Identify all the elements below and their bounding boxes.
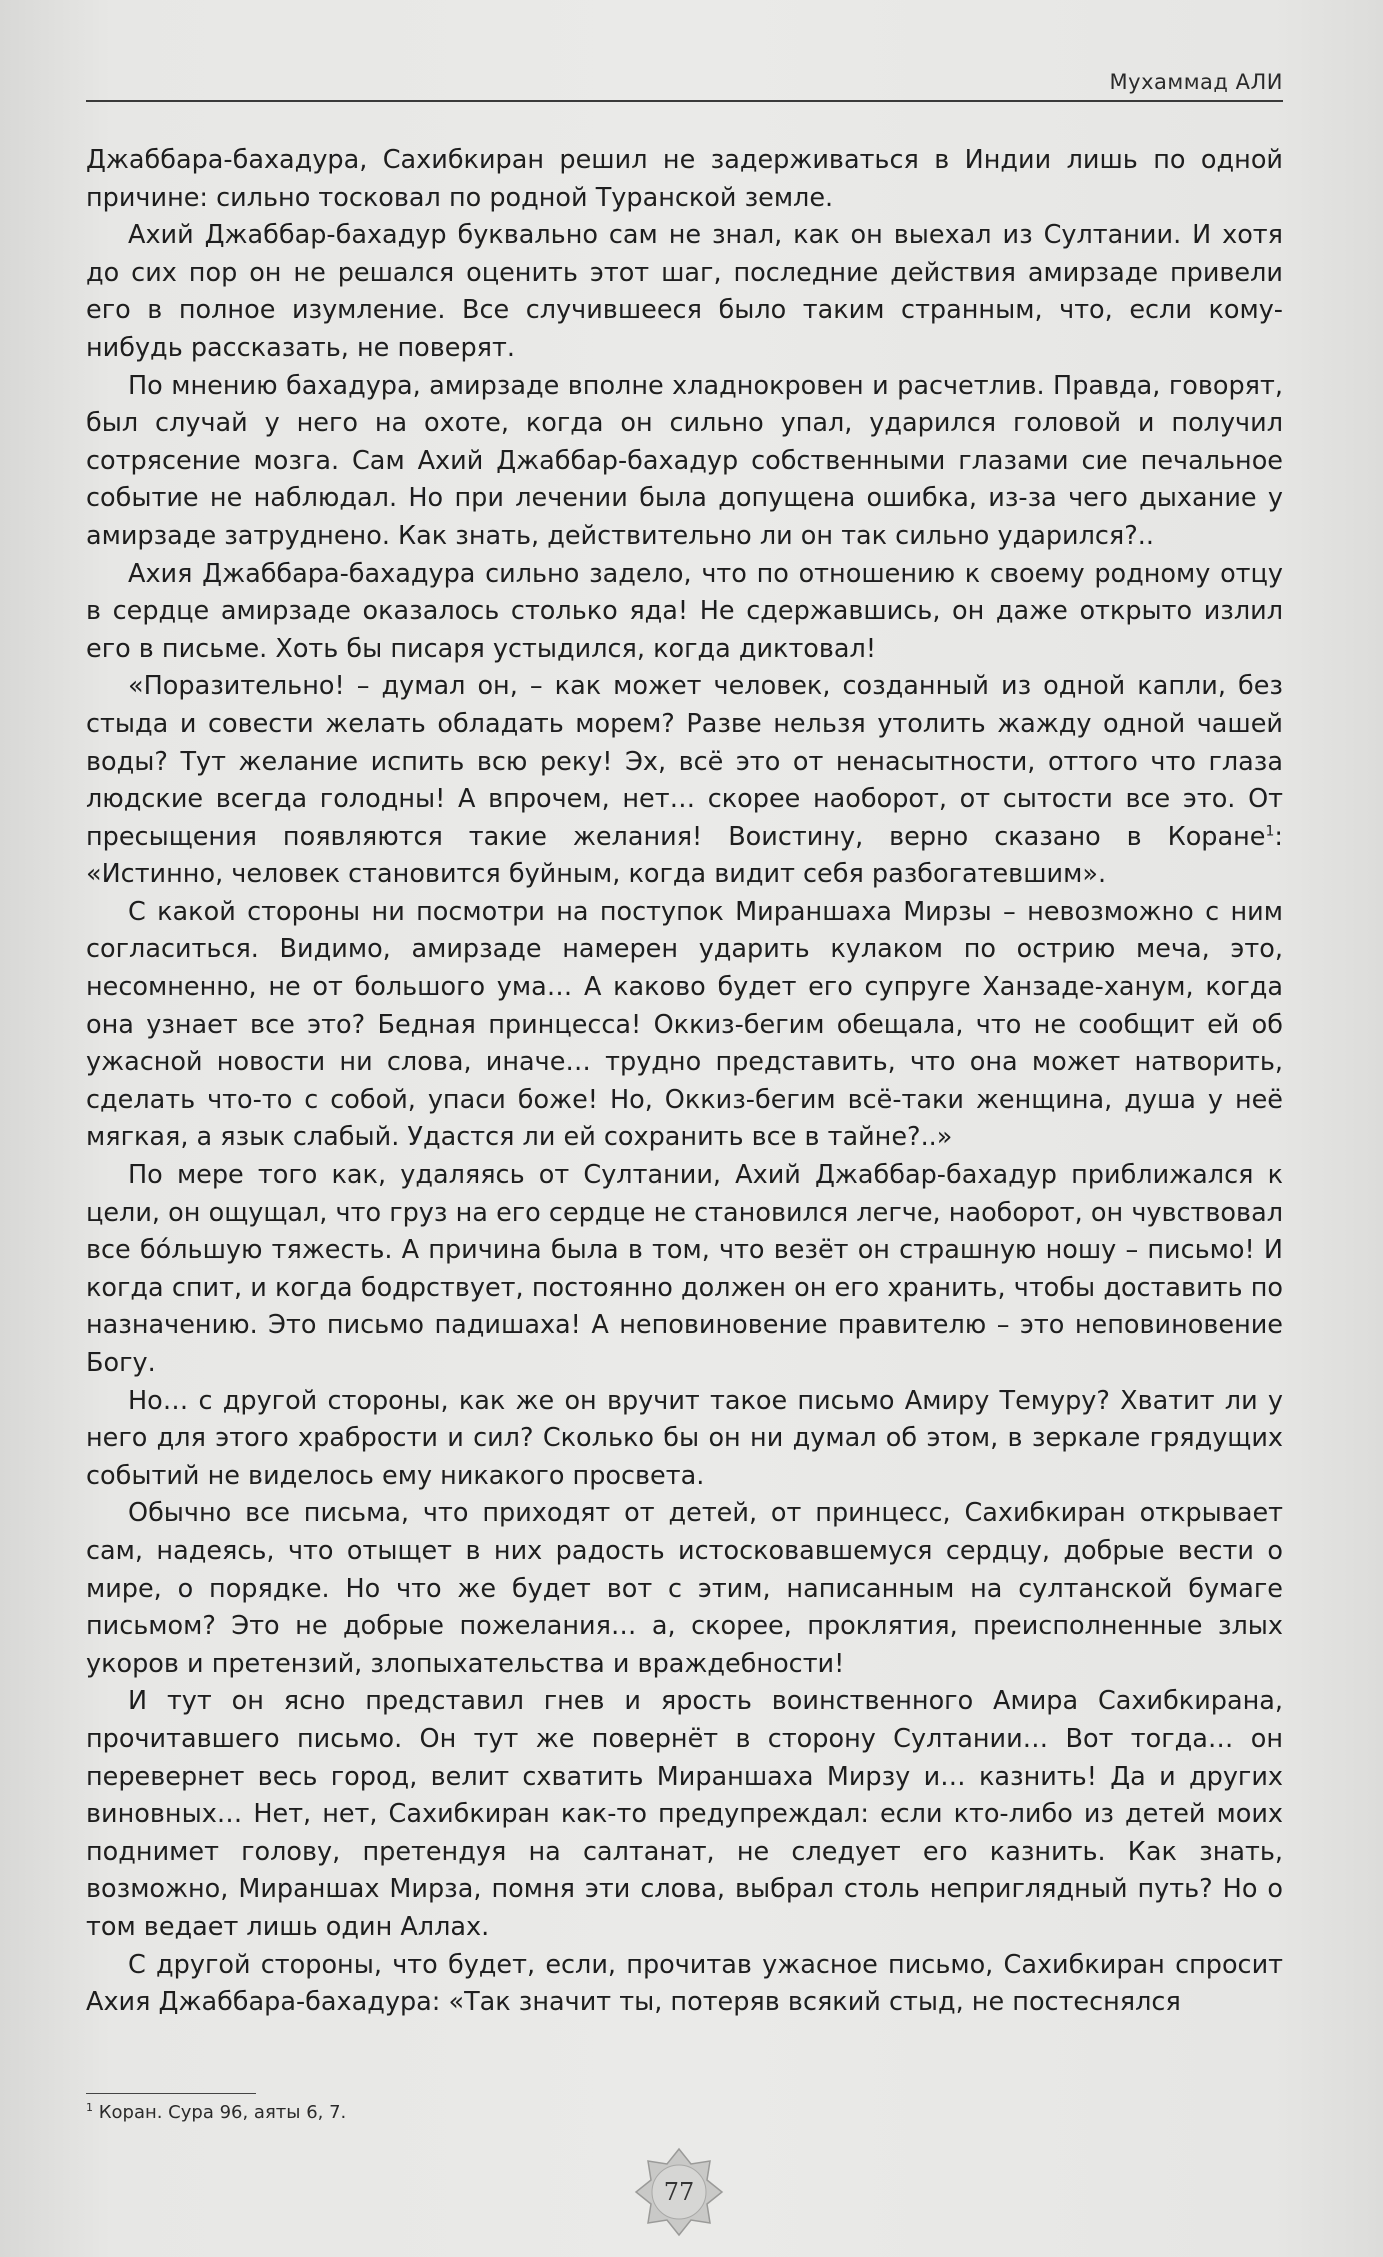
paragraph: Обычно все письма, что приходят от детей, от принцесс, Сахибкиран открывает сам, надеясь, что отыщет в них радость истосковавшемуся сердцу, добрые вести о мире, о порядке. Но что же будет вот с этим, написанным на султанской бумаге письмом? Это не добрые пожелания… а, скорее, проклятия, преисполненные злых укоров и претензий, злопыхательства и враждебности!	[86, 1498, 1283, 1679]
paragraph: И тут он ясно представил гнев и ярость воинственного Амира Сахибкирана, прочитавшего письмо. Он тут же повернёт в сторону Султании… Вот тогда… он перевернет весь город, велит схватить Мираншаха Мирзу и… казнить! Да и других виновных… Нет, нет, Сахибкиран как-то предупреждал: если кто-либо из детей моих поднимет голову, претендуя на салтанат, не следует его казнить. Как знать, возможно, Мираншах Мирза, помня эти слова, выбрал столь неприглядный путь? Но о том ведает лишь один Аллах.	[86, 1686, 1283, 1942]
paragraph: По мере того как, удаляясь от Султании, Ахий Джаббар-бахадур приближался к цели, он ощущал, что груз на его сердце не становился легче, наоборот, он чувствовал все бо́льшую тяжесть. А причина была в том, что везёт он страшную ношу – письмо! И когда спит, и когда бодрствует, постоянно должен он его хранить, чтобы доставить по назначению. Это письмо падишаха! А неповиновение правителю – это неповиновение Богу.	[86, 1160, 1283, 1378]
paragraph: С какой стороны ни посмотри на поступок Мираншаха Мирзы – невозможно с ним согласиться. Видимо, амирзаде намерен ударить кулаком по острию меча, это, несомненно, не от большого ума… А каково будет его супруге Ханзаде-ханум, когда она узнает все это? Бедная принцесса! Оккиз-бегим обещала, что не сообщит ей об ужасной новости ни слова, иначе… трудно представить, что она может натворить, сделать что-то с собой, упаси боже! Но, Оккиз-бегим всё-таки женщина, душа у неё мягкая, а язык слабый. Удастся ли ей сохранить все в тайне?..»	[86, 896, 1283, 1153]
running-header-author: Мухаммад АЛИ	[1109, 70, 1283, 94]
paragraph	[86, 668, 1283, 894]
footnote-reference: 1	[1265, 823, 1275, 840]
paragraph-text: «Поразительно! – думал он, – как может человек, созданный из одной капли, без стыда и совести желать обладать морем? Разве нельзя утолить жажду одной чашей воды? Тут желание испить всю реку! Эх, всё это от ненасытности, оттого что глаза людские всегда голодны! А впрочем, нет… скорее наоборот, от сытости все это. От пресыщения появляются такие желания! Воистину, верно сказано в Коране	[86, 671, 1283, 852]
paragraph: Ахий Джаббар-бахадур буквально сам не знал, как он выехал из Султании. И хотя до сих пор он не решался оценить этот шаг, последние действия амирзаде привели его в полное изумление. Все случившееся было таким странным, что, если кому-нибудь рассказать, не поверят.	[86, 220, 1283, 363]
paragraph: Джаббара-бахадура, Сахибкиран решил не задерживаться в Индии лишь по одной причине: сильно тосковал по родной Туранской земле.	[86, 145, 1283, 213]
footnote-marker: 1	[86, 2101, 93, 2114]
body-text	[86, 142, 1283, 2022]
header-rule	[86, 100, 1283, 102]
paragraph-text: : «Истинно, человек становится буйным, когда видит себя разбогатевшим».	[86, 821, 1283, 890]
paragraph: С другой стороны, что будет, если, прочитав ужасное письмо, Сахибкиран спросит Ахия Джаббара-бахадура: «Так значит ты, потеряв всякий стыд, не постеснялся	[86, 1949, 1283, 2018]
paragraph: Но… с другой стороны, как же он вручит такое письмо Амиру Темуру? Хватит ли у него для этого храбрости и сил? Сколько бы он ни думал об этом, в зеркале грядущих событий не виделось ему никакого просвета.	[86, 1385, 1283, 1491]
footnote-rule	[86, 2093, 256, 2094]
paragraph: Ахия Джаббара-бахадура сильно задело, что по отношению к своему родному отцу в сердце амирзаде оказалось столько яда! Не сдержавшись, он даже открыто излил его в письме. Хоть бы писаря устыдился, когда диктовал!	[86, 558, 1283, 664]
footnote-text: Коран. Сура 96, аяты 6, 7.	[93, 2102, 347, 2123]
paragraph: По мнению бахадура, амирзаде вполне хладнокровен и расчетлив. Правда, говорят, был случай у него на охоте, когда он сильно упал, ударился головой и получил сотрясение мозга. Сам Ахий Джаббар-бахадур собственными глазами сие печальное событие не наблюдал. Но при лечении была допущена ошибка, из-за чего дыхание у амирзаде затруднено. Как знать, действительно ли он так сильно ударился?..	[86, 370, 1283, 551]
footnote	[86, 2101, 346, 2123]
page-number: 77	[663, 2178, 695, 2206]
